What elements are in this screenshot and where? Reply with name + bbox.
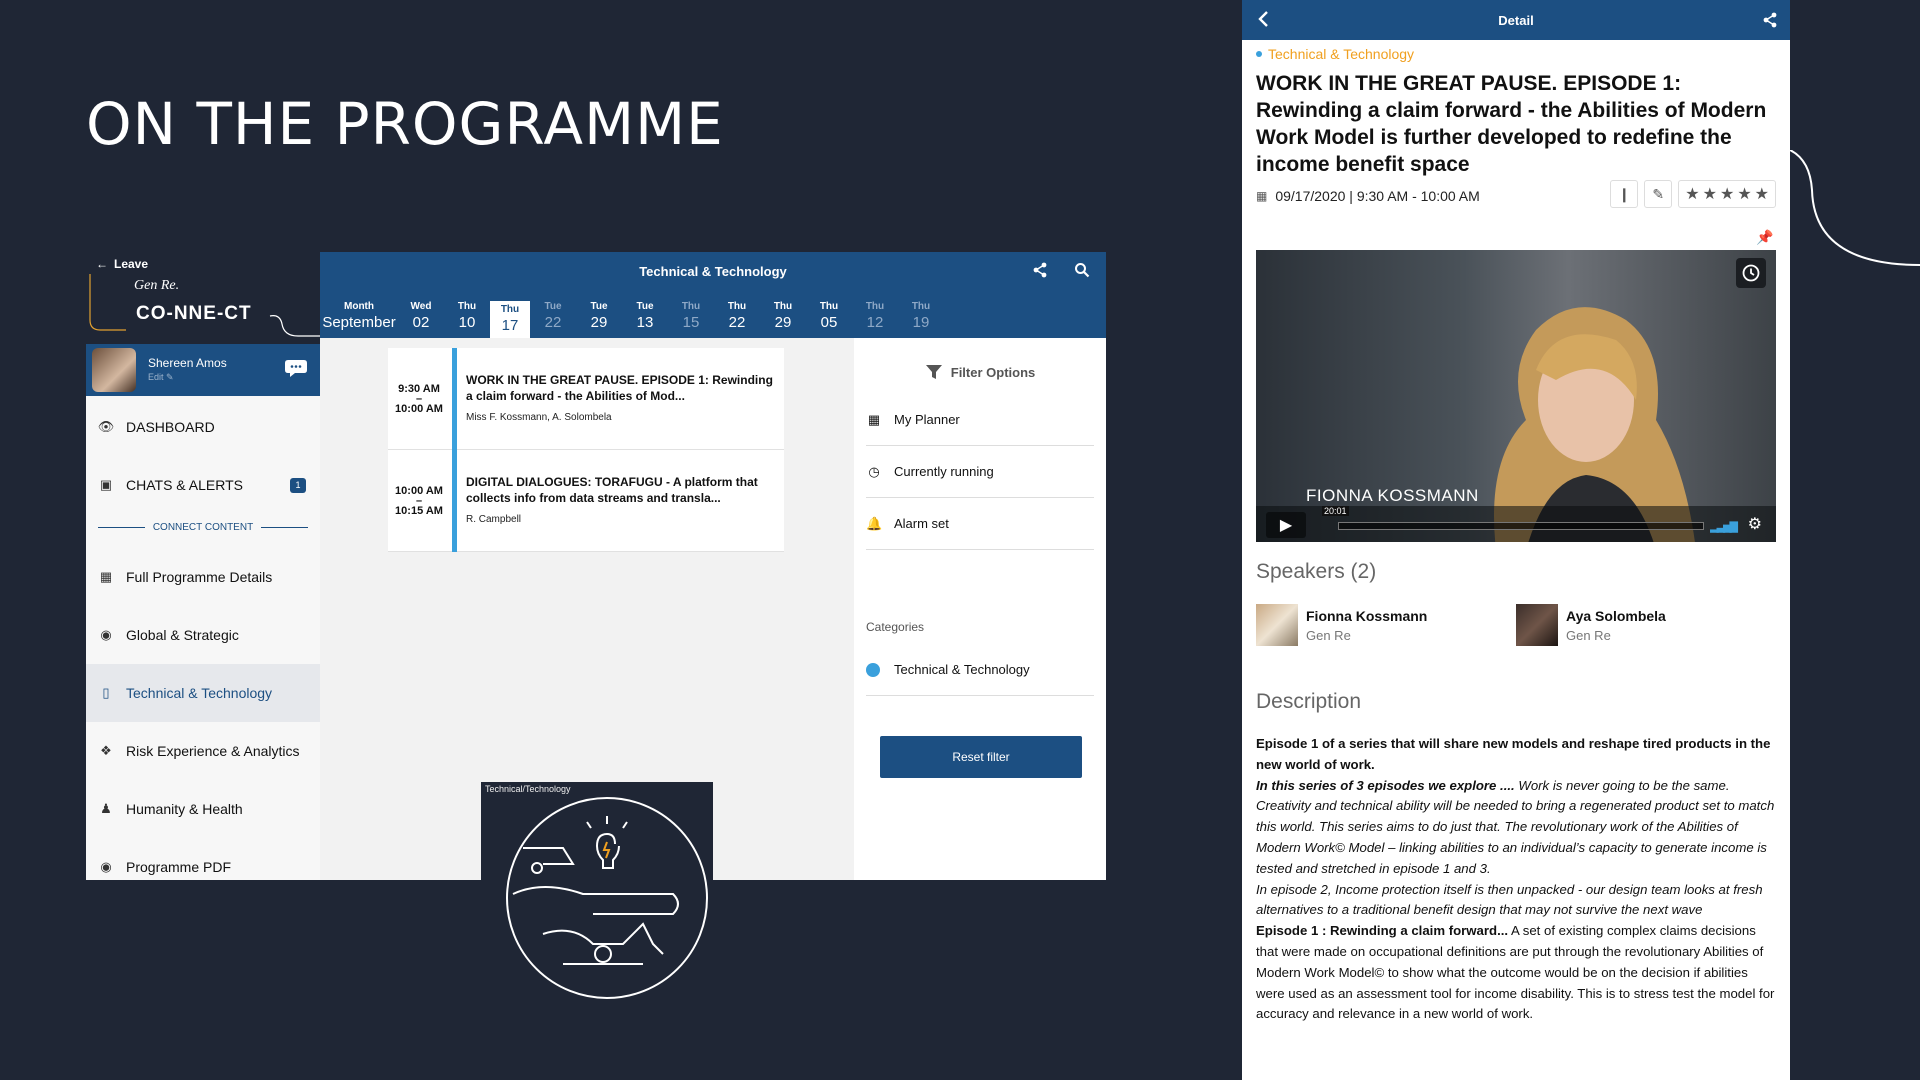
user-name: Shereen Amos xyxy=(148,356,227,370)
detail-category: Technical & Technology xyxy=(1256,46,1414,62)
connect-logo: CO-NNE-CT xyxy=(136,303,252,324)
arrow-left-icon: ← xyxy=(96,257,108,271)
technology-illustration-icon xyxy=(503,794,711,1000)
connect-content-divider: CONNECT CONTENT xyxy=(98,522,308,533)
session-title: WORK IN THE GREAT PAUSE. EPISODE 1: Rewinding a claim forward - the Abilities of Modern Work Model is further developed to redefine the income benefit space xyxy=(1256,72,1767,176)
description-body: Episode 1 of a series that will share new models and reshape tired products in the new world of work. In this series of 3 episodes we explore .... Work is never going to be the same. Creativity and technical ability will be needed to bring a regenerated product set to match this world. This series aims to do just that. The revolutionary work of the Abilities of Modern Work© Model – linking abilities to an individual’s capacity to generate income is tested and stretched in episode 1 and 3. In episode 2, Income protection itself is then unpacked - our design team looks at fresh alternatives to a traditional benefit design that may not survive the next wave Episode 1 : Rewinding a claim forward... A set of existing complex claims decisions that were made on occupational definitions are put through the revolutionary Abilities of Modern Work Model© to show what the outcome would be on the decision if abilities were used as an assessment tool for income disability. This is to stress test the model for accuracy and relevance in a new world of work. xyxy=(1256,736,1775,1022)
star-icon: ★ xyxy=(1737,186,1752,203)
eye-icon: 👁 xyxy=(97,419,115,434)
reset-filter-button[interactable]: Reset filter xyxy=(880,736,1082,778)
speaker-card[interactable] xyxy=(1516,604,1666,646)
filter-options-heading: Filter Options xyxy=(854,364,1106,380)
pencil-icon: ✎ xyxy=(166,372,174,382)
volume-icon[interactable]: ▂▃▅▇ xyxy=(1710,521,1736,533)
category-dot xyxy=(866,663,880,677)
cube-icon: ❖ xyxy=(100,743,112,758)
event-speakers: Miss F. Kossmann, A. Solombela xyxy=(466,412,612,423)
leave-button[interactable]: ← Leave xyxy=(96,257,149,271)
filter-alarm-set[interactable]: 🔔 Alarm set xyxy=(866,498,1094,550)
sidebar-item-full-programme[interactable]: ▦ Full Programme Details xyxy=(99,569,273,585)
filter-currently-running[interactable]: ◷ Currently running xyxy=(866,446,1094,498)
clock-icon: ◷ xyxy=(868,463,880,479)
detail-panel xyxy=(1242,0,1790,1080)
user-bar xyxy=(86,344,320,396)
date-tab[interactable]: Wed 02 xyxy=(410,301,432,331)
sidebar-item-programme-pdf[interactable]: ◉ Programme PDF xyxy=(86,838,320,880)
speaker-name: Aya Solombela xyxy=(1566,607,1666,624)
date-tab[interactable]: Thu 10 xyxy=(457,301,477,331)
filter-my-planner[interactable]: ▦ My Planner xyxy=(866,394,1094,446)
video-progress-bar[interactable] xyxy=(1338,522,1704,530)
person-icon: ♟ xyxy=(100,801,112,816)
category-technical-technology[interactable]: Technical & Technology xyxy=(866,644,1094,696)
phone-icon: ▯ xyxy=(102,685,110,700)
date-month[interactable]: Month September xyxy=(322,301,396,331)
edit-profile-link[interactable]: Edit ✎ xyxy=(148,372,174,382)
description-heading: Description xyxy=(1256,690,1362,713)
event-time: 10:00 AM – 10:15 AM xyxy=(395,485,443,517)
watch-later-icon[interactable] xyxy=(1736,258,1766,288)
speaker-org: Gen Re xyxy=(1306,627,1351,643)
date-tab[interactable]: Thu 12 xyxy=(865,301,885,331)
sidebar-item-chats-alerts[interactable]: ▣ CHATS & ALERTS 1 xyxy=(86,456,320,514)
pencil-icon[interactable]: ✎ xyxy=(1644,180,1672,208)
date-tab[interactable]: Thu 22 xyxy=(727,301,747,331)
planner-icon: ▦ xyxy=(867,411,881,427)
detail-header xyxy=(1242,0,1790,40)
avatar xyxy=(1256,604,1298,646)
sidebar-brand-area xyxy=(86,252,320,344)
inbox-icon: ▣ xyxy=(99,477,113,492)
event-card[interactable] xyxy=(388,450,784,552)
speakers-heading: Speakers (2) xyxy=(1256,560,1377,583)
sidebar-item-global-strategic[interactable]: ◉ Global & Strategic xyxy=(86,606,320,664)
event-card[interactable] xyxy=(388,348,784,450)
play-icon[interactable]: ▶ xyxy=(1266,512,1306,538)
sidebar-item-humanity-health[interactable]: ♟ Humanity & Health xyxy=(86,780,320,838)
video-frame-person xyxy=(1456,280,1706,542)
date-tab-selected[interactable]: Thu 17 xyxy=(490,298,530,338)
filter-icon xyxy=(925,364,943,380)
calendar-icon: ▦ xyxy=(1256,189,1268,203)
date-tab[interactable]: Thu 29 xyxy=(773,301,793,331)
alarm-bell-icon: 🔔 xyxy=(866,515,883,531)
page-title: Technical & Technology xyxy=(639,264,787,279)
filter-panel xyxy=(854,338,1106,880)
date-tab[interactable]: Tue 29 xyxy=(590,301,608,331)
date-tab[interactable]: Thu 15 xyxy=(681,301,701,331)
video-player[interactable] xyxy=(1256,250,1776,542)
calendar-icon: ▦ xyxy=(99,569,113,584)
pin-icon[interactable]: 📌 xyxy=(1756,228,1774,245)
category-color-bar xyxy=(452,450,457,552)
date-tab[interactable]: Tue 13 xyxy=(636,301,654,331)
share-icon[interactable] xyxy=(1762,12,1778,28)
avatar xyxy=(1516,604,1558,646)
avatar[interactable] xyxy=(92,348,136,392)
event-title: DIGITAL DIALOGUES: TORAFUGU - A platform that collects info from data streams and transla... xyxy=(466,475,758,505)
sidebar-item-dashboard[interactable]: 👁 DASHBOARD xyxy=(97,419,215,435)
sidebar-item-technical-technology[interactable]: ▯ Technical & Technology xyxy=(86,664,320,722)
star-rating[interactable] xyxy=(1678,180,1776,208)
session-datetime: ▦ 09/17/2020 | 9:30 AM - 10:00 AM xyxy=(1256,188,1480,204)
event-time: 9:30 AM – 10:00 AM xyxy=(395,383,443,415)
bookmark-icon[interactable]: ❙ xyxy=(1610,180,1638,208)
speaker-card[interactable] xyxy=(1256,604,1427,646)
thumbnail-label: Technical/Technology xyxy=(485,784,571,794)
speaker-name: Fionna Kossmann xyxy=(1306,607,1428,624)
video-controls xyxy=(1256,506,1776,542)
event-speakers: R. Campbell xyxy=(466,514,522,525)
genre-logo: Gen Re. xyxy=(134,278,180,293)
globe-icon: ◉ xyxy=(100,627,112,642)
star-icon: ★ xyxy=(1685,186,1700,203)
speaker-org: Gen Re xyxy=(1566,627,1611,643)
date-tab[interactable]: Tue 22 xyxy=(544,301,562,331)
speaker-caption: FIONNA KOSSMANN xyxy=(1306,486,1479,505)
sidebar xyxy=(86,252,320,880)
date-tab[interactable]: Thu 05 xyxy=(819,301,839,331)
star-icon: ★ xyxy=(1719,186,1735,203)
globe-icon: ◉ xyxy=(100,859,112,874)
event-title: WORK IN THE GREAT PAUSE. EPISODE 1: Rewinding a claim forward - the Abilities of Mod... xyxy=(466,373,773,403)
video-timecode: 20:01 xyxy=(1324,506,1347,516)
category-dot xyxy=(1256,51,1262,57)
slide-title: ON THE PROGRAMME xyxy=(86,90,724,158)
share-icon[interactable] xyxy=(1032,262,1048,278)
detail-title: Detail xyxy=(1498,13,1534,28)
main-header xyxy=(320,252,1106,338)
star-icon: ★ xyxy=(1754,186,1769,203)
chat-icon[interactable] xyxy=(284,358,308,378)
search-icon[interactable] xyxy=(1074,262,1090,278)
session-actions xyxy=(1610,180,1776,208)
date-tab[interactable]: Thu 19 xyxy=(911,301,931,331)
categories-label: Categories xyxy=(866,620,925,634)
category-thumbnail xyxy=(481,782,713,1002)
sidebar-item-risk-experience[interactable]: ❖ Risk Experience & Analytics xyxy=(86,722,320,780)
category-color-bar xyxy=(452,348,457,450)
date-selector xyxy=(320,298,1106,338)
decorative-curve xyxy=(1790,150,1920,270)
alerts-badge: 1 xyxy=(290,478,306,493)
gear-icon[interactable]: ⚙ xyxy=(1747,516,1762,533)
star-icon: ★ xyxy=(1702,186,1717,203)
